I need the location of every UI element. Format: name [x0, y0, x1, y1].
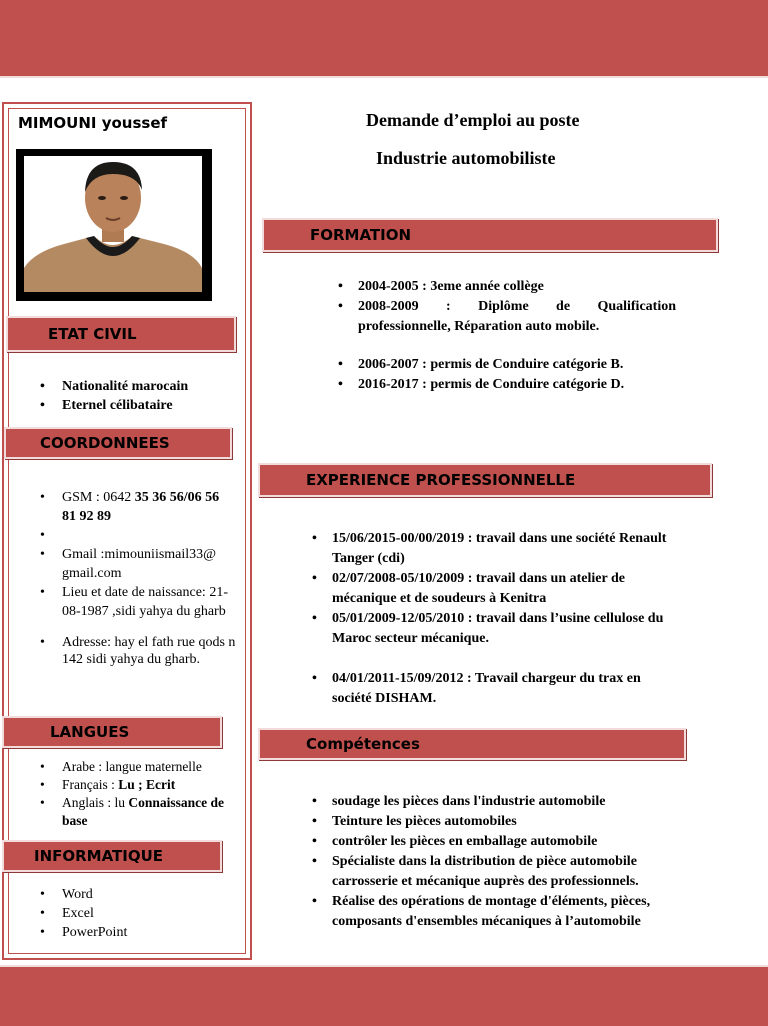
job-application-title: Demande d’emploi au poste — [366, 110, 580, 130]
langues-list — [36, 758, 240, 830]
language-item: • Arabe : langue maternelle — [36, 758, 240, 776]
gsm-item: • GSM : 0642 35 36 56/06 56 81 92 89 — [36, 488, 236, 526]
language-item: • Français : Lu ; Ecrit — [36, 776, 240, 794]
experience-list — [308, 529, 668, 709]
experience-item: • 04/01/2011-15/09/2012 : Travail chargeur du trax en société DISHAM. — [308, 669, 668, 709]
address-item: • Adresse: hay el fath rue qods n 142 sidi yahya du gharb. — [36, 634, 236, 668]
section-header-informatique — [2, 840, 222, 872]
competence-item: • Teinture les pièces automobiles — [308, 812, 678, 832]
section-title-competences: Compétences — [306, 735, 420, 753]
etat-civil-list — [36, 377, 188, 415]
list-item: • Nationalité marocain — [36, 377, 188, 396]
software-item: • PowerPoint — [36, 923, 127, 942]
profile-photo-frame — [16, 149, 212, 301]
coordonnees-list — [36, 488, 236, 668]
top-banner — [0, 0, 768, 78]
section-title-langues: LANGUES — [50, 723, 130, 741]
portrait-illustration — [24, 156, 202, 292]
section-title-coordonnees: COORDONNEES — [40, 434, 170, 452]
birth-item: • Lieu et date de naissance: 21-08-1987 ,sidi yahya du gharb — [36, 583, 236, 621]
section-title-informatique: INFORMATIQUE — [34, 847, 164, 865]
software-item: • Word — [36, 885, 127, 904]
formation-item: • 2016-2017 : permis de Conduire catégorie D. — [334, 375, 676, 395]
language-item: • Anglais : lu Connaissance de base — [36, 794, 240, 830]
section-header-competences — [258, 728, 686, 760]
section-header-langues — [2, 716, 222, 748]
section-title-experience: EXPERIENCE PROFESSIONNELLE — [306, 471, 576, 489]
section-header-coordonnees — [4, 427, 232, 459]
section-header-experience — [258, 463, 712, 497]
job-sector-title: Industrie automobiliste — [376, 148, 556, 168]
competence-item: • Réalise des opérations de montage d'éléments, pièces, composants d'ensembles mécaniques à l’automobile — [308, 892, 678, 932]
competence-item: • Spécialiste dans la distribution de pièce automobile carrosserie et mécanique auprès des professionnels. — [308, 852, 678, 892]
formation-item: • 2008-2009 : Diplôme de Qualification professionnelle, Réparation auto mobile. — [334, 297, 676, 337]
formation-list — [334, 277, 676, 395]
section-title-formation: FORMATION — [310, 226, 412, 244]
empty-item — [36, 526, 236, 545]
email-item: • Gmail :mimouniismail33@ gmail.com — [36, 545, 236, 583]
candidate-name: MIMOUNI youssef — [18, 114, 168, 132]
competence-item: • contrôler les pièces en emballage automobile — [308, 832, 678, 852]
experience-item: • 15/06/2015-00/00/2019 : travail dans une société Renault Tanger (cdi) — [308, 529, 668, 569]
software-item: • Excel — [36, 904, 127, 923]
formation-item: • 2006-2007 : permis de Conduire catégorie B. — [334, 355, 676, 375]
profile-photo — [24, 156, 202, 292]
bottom-banner — [0, 965, 768, 1026]
list-item: • Eternel célibataire — [36, 396, 188, 415]
competences-list — [308, 792, 678, 932]
competence-item: • soudage les pièces dans l'industrie automobile — [308, 792, 678, 812]
section-title-etat-civil: ETAT CIVIL — [48, 325, 137, 343]
section-header-formation — [262, 218, 718, 252]
formation-item: • 2004-2005 : 3eme année collège — [334, 277, 676, 297]
section-header-etat-civil — [6, 316, 236, 352]
experience-item: • 05/01/2009-12/05/2010 : travail dans l’usine cellulose du Maroc secteur mécanique. — [308, 609, 668, 649]
informatique-list — [36, 885, 127, 942]
experience-item: • 02/07/2008-05/10/2009 : travail dans un atelier de mécanique et de soudeurs à Kenitra — [308, 569, 668, 609]
